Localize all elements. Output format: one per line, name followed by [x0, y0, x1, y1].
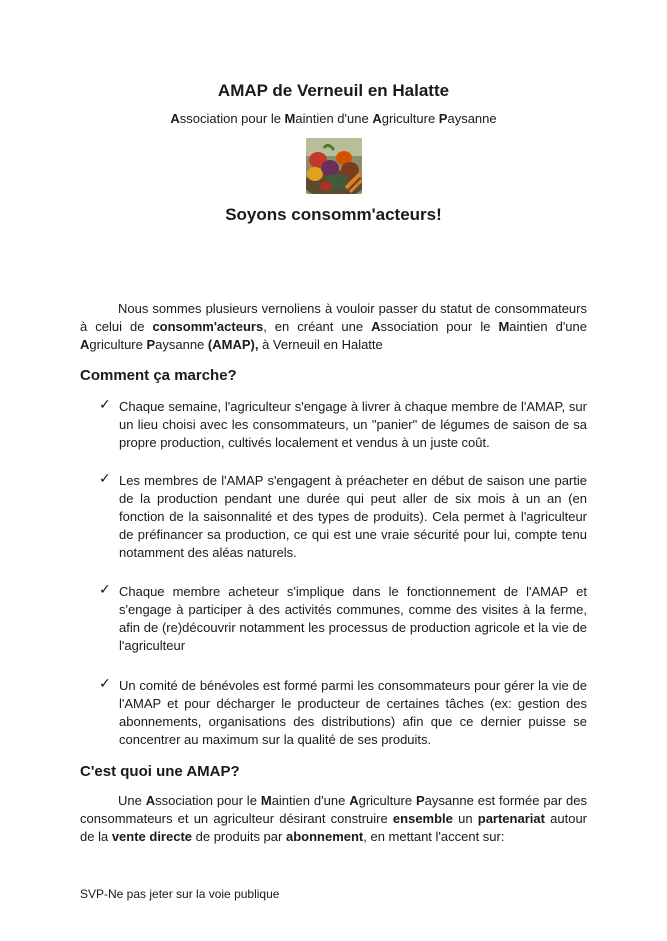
checkmark-icon: ✓	[99, 471, 111, 487]
intro-paragraph: Nous sommes plusieurs vernoliens à vouloir passer du statut de consommateurs à celui de consomm'acteurs, en créant une Association pour le Maintien d'une Agriculture Paysanne (AMAP), à Verneuil en Halatte	[80, 301, 587, 352]
checkmark-icon: ✓	[99, 676, 111, 692]
vegetables-illustration	[306, 138, 362, 194]
document-subtitle: Association pour le Maintien d'une Agriculture Paysanne	[170, 111, 497, 126]
amap-definition-paragraph: Une Association pour le Maintien d'une Agriculture Paysanne est formée par des consommateurs et un agriculteur désirant construire ensemble un partenariat autour de la vente directe de produits par abonnement, en mettant l'accent sur:	[80, 793, 588, 844]
basket-of-vegetables-photo	[306, 138, 362, 194]
slogan-heading: Soyons consomm'acteurs!	[225, 205, 442, 224]
document-title: AMAP de Verneuil en Halatte	[217, 81, 450, 100]
checkmark-icon: ✓	[99, 397, 111, 413]
list-item: Un comité de bénévoles est formé parmi les consommateurs pour gérer la vie de l'AMAP et pour décharger le producteur de certaines tâches (ex: gestion des abonnements, organisations des distributions) afin que ce dernier puisse se concentrer au maximum sur la qualité de ses produits.	[119, 678, 587, 747]
checkmark-icon: ✓	[99, 582, 111, 598]
section-heading-how-it-works: Comment ça marche?	[80, 367, 237, 384]
list-item: Chaque semaine, l'agriculteur s'engage à livrer à chaque membre de l'AMAP, sur un lieu choisi avec les consommateurs, un "panier" de légumes de saison de sa propre production, cultivés localement et vendus à un juste coût.	[119, 399, 587, 450]
section-heading-what-is-amap: C'est quoi une AMAP?	[80, 763, 240, 780]
list-item: Chaque membre acheteur s'implique dans le fonctionnement de l'AMAP et s'engage à participer à des activités communes, comme des visites à la ferme, afin de (re)découvrir notamment les processus de production agricole et la vie de l'agriculteur	[119, 584, 587, 653]
list-item: Les membres de l'AMAP s'engagent à préacheter en début de saison une partie de la production pendant une durée qui peut aller de six mois à un an (en fonction de la saisonnalité et des types de produits). Cela permet à l'agriculteur de préfinancer sa production, ce qui est une vraie sécurité pour lui, compte tenu notamment des aléas naturels.	[119, 473, 587, 560]
footer-note: SVP-Ne pas jeter sur la voie publique	[80, 887, 280, 901]
